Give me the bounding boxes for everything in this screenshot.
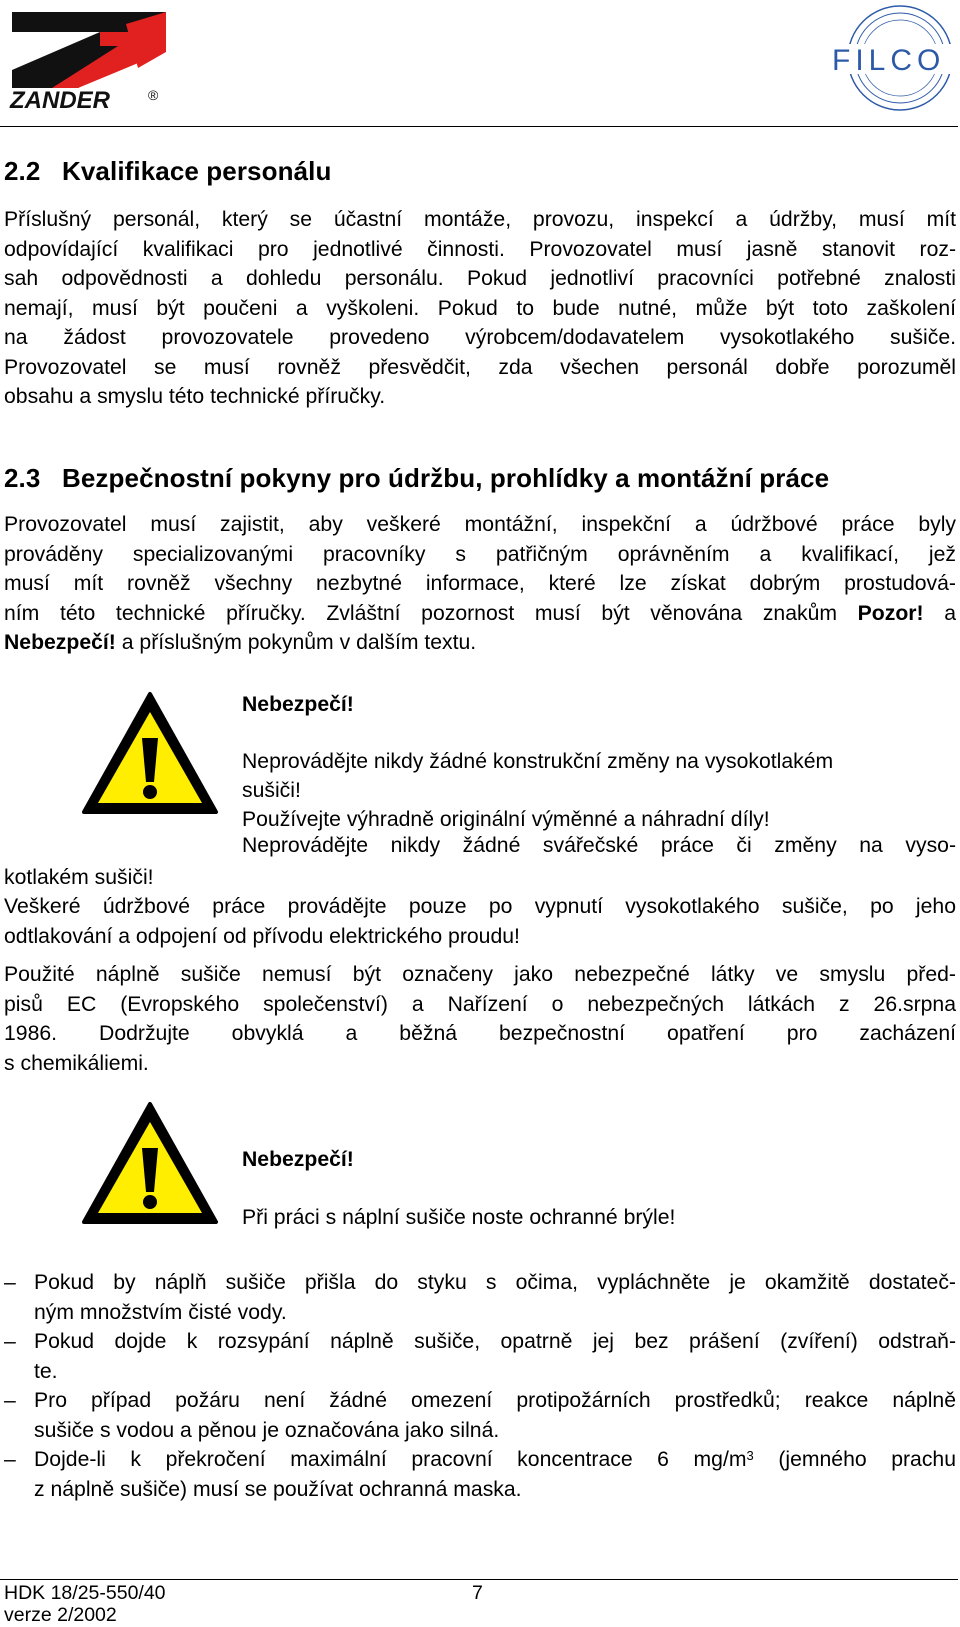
paragraph-line: nemají, musí být poučeni a vyškoleni. Pokud to bude nutné, může být toto zaškolení	[4, 296, 956, 320]
filco-logo-text: FILCO	[832, 44, 946, 77]
section-2-3-heading	[4, 463, 829, 494]
header-divider	[0, 126, 958, 127]
paragraph-line: odtlakování a odpojení od přívodu elektrického proudu!	[4, 924, 520, 948]
document-id: HDK 18/25-550/40	[4, 1582, 166, 1604]
paragraph-line	[4, 628, 956, 658]
section-2-2-heading	[4, 156, 331, 187]
warning-text-line: Při práci s náplní sušiče noste ochranné brýle!	[242, 1206, 676, 1229]
paragraph-line: Použité náplně sušiče nemusí být označeny jako nebezpečné látky ve smyslu před-	[4, 963, 956, 986]
paragraph-line: Provozovatel se musí rovněž přesvědčit, zda všechen personál dobře porozuměl	[4, 355, 956, 379]
danger-label: Nebezpečí!	[242, 1148, 354, 1171]
warning-triangle-icon	[80, 690, 220, 818]
paragraph-line: Provozovatel musí zajistit, aby veškeré montážní, inspekční a údržbové práce byly	[4, 513, 956, 536]
page-number: 7	[472, 1582, 483, 1604]
list-dash: –	[4, 1330, 16, 1353]
danger-label: Nebezpečí!	[242, 693, 354, 716]
section-2-2-paragraph	[4, 205, 956, 412]
list-item-line: Pro případ požáru není žádné omezení protipožárních prostředků; reakce náplně	[34, 1389, 956, 1412]
list-dash: –	[4, 1389, 16, 1412]
paragraph-line: Veškeré údržbové práce provádějte pouze po vypnutí vysokotlakého sušiče, po jeho	[4, 895, 956, 918]
list-item-line: Pokud dojde k rozsypání náplně sušiče, opatrně jej bez prášení (zvíření) odstraň-	[34, 1330, 956, 1353]
paragraph-line: sah odpovědnosti a dohledu personálu. Pokud jednotliví pracovníci potřebné znalosti	[4, 267, 956, 290]
filling-paragraph	[4, 960, 956, 1078]
list-item-line	[34, 1445, 956, 1475]
list-item	[4, 1445, 956, 1504]
list-item	[4, 1327, 956, 1386]
list-item-line: sušiče s vodou a pěnou je označována jako silná.	[34, 1418, 500, 1442]
list-dash: –	[4, 1271, 16, 1294]
warning-text-line: Neprovádějte nikdy žádné konstrukční změny na vysokotlakém	[242, 750, 834, 773]
document-version: verze 2/2002	[4, 1604, 117, 1626]
maintenance-paragraph	[4, 892, 956, 951]
pozor-keyword: Pozor!	[857, 601, 924, 625]
list-dash: –	[4, 1448, 16, 1471]
paragraph-line: s chemikáliemi.	[4, 1051, 149, 1075]
warning-text-line: sušiči!	[242, 779, 301, 802]
zander-logo	[8, 12, 173, 112]
paragraph-text: a příslušným pokynům v dalším textu.	[115, 631, 477, 654]
footer-divider	[0, 1579, 958, 1580]
list-item-line: z náplně sušiče) musí se používat ochranná maska.	[34, 1477, 522, 1501]
paragraph-line: musí mít rovněž všechny nezbytné informace, které lze získat dobrým prostudová-	[4, 572, 956, 595]
list-item-line: te.	[34, 1359, 58, 1383]
paragraph-line: na žádost provozovatele provedeno výrobcem/dodavatelem vysokotlakého sušiče.	[4, 326, 956, 349]
superscript: 3	[746, 1448, 754, 1463]
warning-text-line: Používejte výhradně originální výměnné a náhradní díly!	[242, 808, 770, 831]
list-item-text: (jemného prachu	[753, 1448, 957, 1471]
section-number: 2.2	[4, 156, 41, 186]
safety-bullet-list	[4, 1268, 956, 1504]
zander-logo-text: ZANDER	[10, 87, 110, 112]
section-2-3-paragraph	[4, 510, 956, 658]
list-item-text: Dojde-li k překročení maximální pracovní koncentrace 6 mg/m	[34, 1448, 747, 1471]
registered-mark: ®	[148, 87, 159, 103]
paragraph-text: ním této technické příručky. Zvláštní pozornost musí být věnována znakům	[4, 601, 858, 625]
warning-triangle-icon	[80, 1100, 220, 1228]
list-item	[4, 1386, 956, 1445]
paragraph-line: obsahu a smyslu této technické příručky.	[4, 385, 386, 408]
filco-logo	[830, 2, 958, 118]
list-item	[4, 1268, 956, 1327]
list-item-line: Pokud by náplň sušiče přišla do styku s očima, vypláchněte je okamžitě dostateč-	[34, 1271, 956, 1294]
section-title: Kvalifikace personálu	[62, 156, 332, 186]
paragraph-line: pisů EC (Evropského společenství) a Nařízení o nebezpečných látkách z 26.srpna	[4, 992, 956, 1016]
paragraph-line: Příslušný personál, který se účastní montáže, provozu, inspekcí a údržby, musí mít	[4, 208, 956, 231]
warning-text-line: kotlakém sušiči!	[4, 866, 154, 889]
paragraph-text: a	[923, 601, 956, 625]
warning-text-line: Neprovádějte nikdy žádné svářečské práce či změny na vyso-	[242, 834, 956, 857]
section-number: 2.3	[4, 463, 41, 493]
section-title: Bezpečnostní pokyny pro údržbu, prohlídky a montážní práce	[62, 463, 830, 493]
list-item-line: ným množstvím čisté vody.	[34, 1300, 287, 1324]
nebezpeci-keyword: Nebezpečí!	[4, 631, 116, 654]
paragraph-line: prováděny specializovanými pracovníky s patřičným oprávněním a kvalifikací, jež	[4, 542, 956, 566]
paragraph-line: odpovídající kvalifikaci pro jednotlivé činnosti. Provozovatel musí jasně stanovit roz-	[4, 237, 956, 261]
paragraph-line	[4, 599, 956, 629]
paragraph-line: 1986. Dodržujte obvyklá a běžná bezpečnostní opatření pro zacházení	[4, 1022, 956, 1045]
